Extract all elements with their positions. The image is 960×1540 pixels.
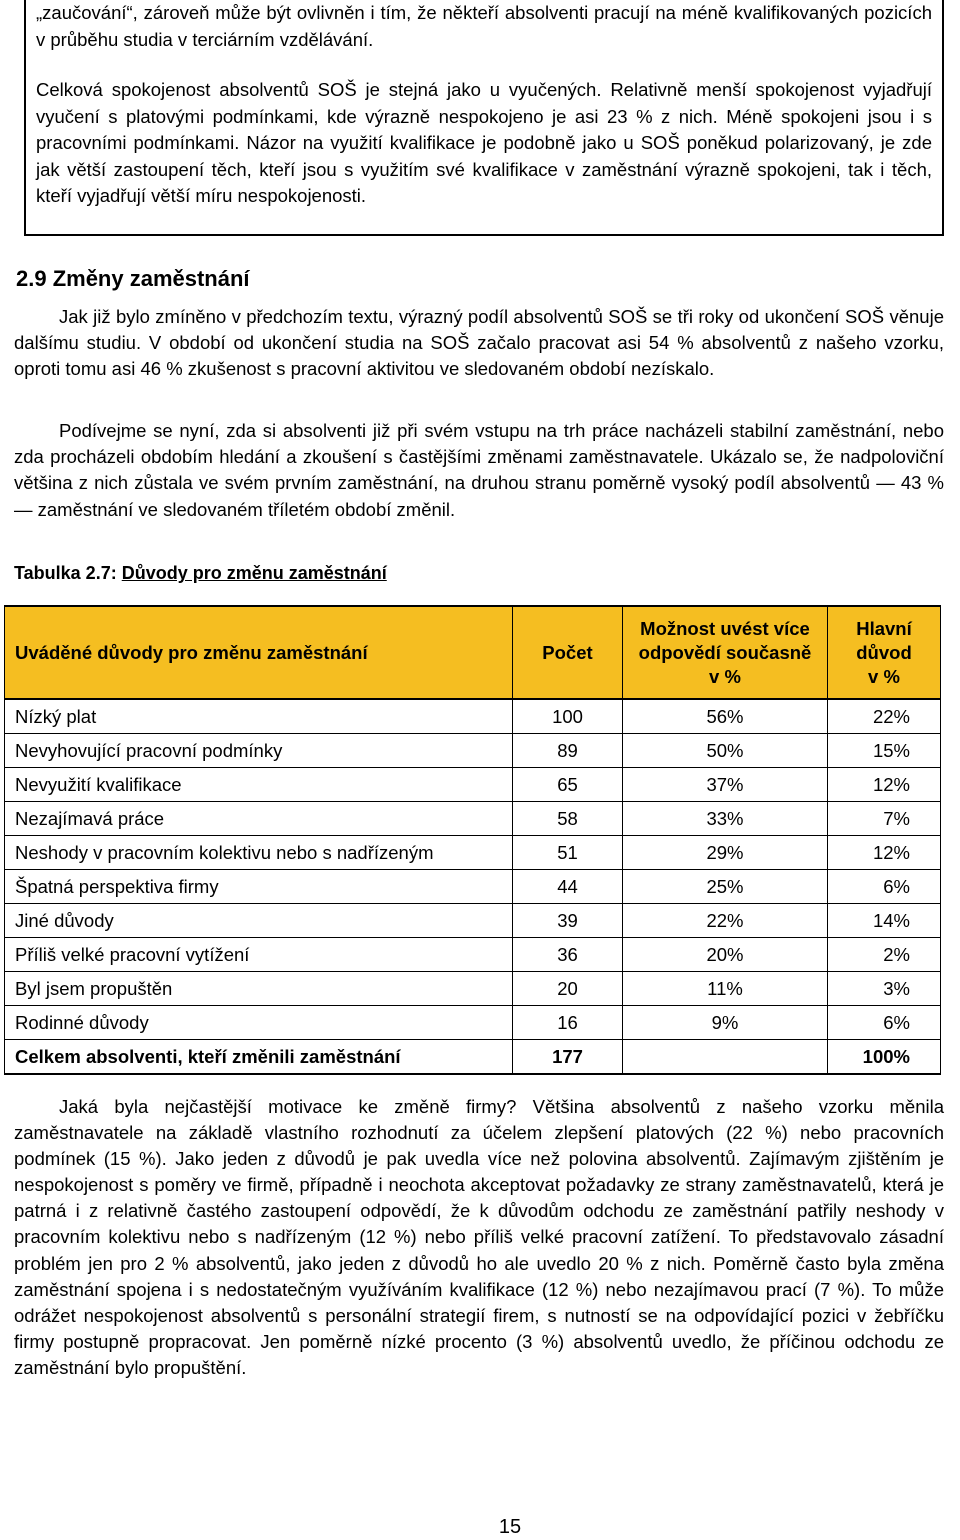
row-reason: Jiné důvody bbox=[5, 904, 513, 938]
row-main-pct: 22% bbox=[828, 699, 941, 734]
header-multiple-line-1: Možnost uvést více bbox=[640, 617, 810, 639]
table-caption bbox=[14, 560, 387, 586]
row-reason: Nevyhovující pracovní podmínky bbox=[5, 734, 513, 768]
row-count: 44 bbox=[513, 870, 623, 904]
table-row bbox=[5, 904, 941, 938]
total-multiple-pct bbox=[623, 1040, 828, 1075]
table-row bbox=[5, 734, 941, 768]
row-count: 51 bbox=[513, 836, 623, 870]
row-main-pct: 7% bbox=[828, 802, 941, 836]
total-main-pct: 100% bbox=[828, 1040, 941, 1075]
row-multiple-pct: 11% bbox=[623, 972, 828, 1006]
header-main-line-1: Hlavní bbox=[856, 617, 912, 639]
section-paragraph-1: Jak již bylo zmíněno v předchozím textu, výrazný podíl absolventů SOŠ se tři roky od ukončení SOŠ věnuje dalšímu studiu. V období od ukončení studia na SOŠ začalo pracovat asi 54 % absolventů z našeho vzorku, oproti tomu asi 46 % zkušenost s pracovní aktivitou ve sledovaném období nezískalo. bbox=[14, 306, 944, 380]
row-count: 89 bbox=[513, 734, 623, 768]
row-multiple-pct: 50% bbox=[623, 734, 828, 768]
header-main-line-3: v % bbox=[868, 665, 900, 687]
row-count: 36 bbox=[513, 938, 623, 972]
table-header-row bbox=[5, 606, 941, 699]
table-row bbox=[5, 802, 941, 836]
row-reason: Nezajímavá práce bbox=[5, 802, 513, 836]
closing-paragraph: Jaká byla nejčastější motivace ke změně firmy? Většina absolventů z našeho vzorku měnila zaměstnavatele na základě vlastního rozhodnutí za účelem zlepšení platových (22 %) nebo pracovních podmínek (15 %). Jako jeden z důvodů je pak uvedla více než polovina absolventů. Zajímavým zjištěním je nespokojenost s poměry ve firmě, případně i neochota akceptovat požadavky ze strany zaměstnavatelů, která je patrná i z relativně častého zastoupení odpovědí, že k důvodům odchodu ze zaměstnání patřily neshody v pracovním kolektivu nebo s nadřízeným (12 %) nebo příliš velké pracovní zatížení. To představovalo zásadní problém jen pro 2 % absolventů, jako jeden z důvodů ho ale uvedlo 20 % z nich. Poměrně často byla změna zaměstnání spojena i s nedostatečným využíváním kvalifikace (12 %) nebo nezajímavou prací (7 %). To může odrážet nespokojenost absolventů s personální strategií firem, s nutností se na odpovídající pozici v žebříčku firmy postupně propracovat. Jen poměrně nízké procento (3 %) absolventů uvedlo, že příčinou odchodu ze zaměstnání bylo propuštění. bbox=[14, 1096, 944, 1378]
header-multiple-line-3: v % bbox=[709, 665, 741, 687]
row-reason: Příliš velké pracovní vytížení bbox=[5, 938, 513, 972]
row-main-pct: 12% bbox=[828, 836, 941, 870]
table-caption-label: Tabulka 2.7: bbox=[14, 563, 117, 583]
row-reason: Nevyužití kvalifikace bbox=[5, 768, 513, 802]
table-row bbox=[5, 699, 941, 734]
header-main-line-2: důvod bbox=[856, 641, 912, 663]
row-reason: Neshody v pracovním kolektivu nebo s nadřízeným bbox=[5, 836, 513, 870]
section-heading: 2.9 Změny zaměstnání bbox=[16, 266, 250, 291]
row-count: 20 bbox=[513, 972, 623, 1006]
row-multiple-pct: 56% bbox=[623, 699, 828, 734]
row-reason: Byl jsem propuštěn bbox=[5, 972, 513, 1006]
total-reason: Celkem absolventi, kteří změnili zaměstnání bbox=[5, 1040, 513, 1075]
row-multiple-pct: 29% bbox=[623, 836, 828, 870]
row-count: 58 bbox=[513, 802, 623, 836]
header-multiple-answers bbox=[623, 606, 828, 699]
boxed-paragraph-2: Celková spokojenost absolventů SOŠ je stejná jako u vyučených. Relativně menší spokojenost vyjadřují vyučení s platovými podmínkami, kde výrazně nespokojeno je asi 23 % z nich. Méně spokojeni jsou i s pracovními podmínkami. Názor na využití kvalifikace je podobně jako u SOŠ poněkud polarizovaný, je zde jak větší zastoupení těch, kteří jsou s využitím své kvalifikace v zaměstnání výrazně spokojeni, tak i těch, kteří vyjadřují větší míru nespokojenosti. bbox=[36, 79, 932, 206]
row-multiple-pct: 20% bbox=[623, 938, 828, 972]
row-count: 16 bbox=[513, 1006, 623, 1040]
header-main-reason bbox=[828, 606, 941, 699]
row-multiple-pct: 25% bbox=[623, 870, 828, 904]
header-reason: Uváděné důvody pro změnu zaměstnání bbox=[5, 606, 513, 699]
table-row bbox=[5, 768, 941, 802]
row-main-pct: 6% bbox=[828, 870, 941, 904]
boxed-paragraph-1: „zaučování“, zároveň může být ovlivněn i tím, že někteří absolventi pracují na méně kvalifikovaných pozicích v průběhu studia v terciárním vzdělávání. bbox=[36, 2, 932, 50]
total-count: 177 bbox=[513, 1040, 623, 1075]
header-multiple-line-2: odpovědí současně bbox=[638, 641, 812, 663]
row-multiple-pct: 22% bbox=[623, 904, 828, 938]
row-multiple-pct: 37% bbox=[623, 768, 828, 802]
table-row bbox=[5, 1006, 941, 1040]
table-row bbox=[5, 972, 941, 1006]
boxed-text-section bbox=[24, 0, 944, 236]
table-caption-text: Důvody pro změnu zaměstnání bbox=[121, 563, 387, 583]
table-row bbox=[5, 836, 941, 870]
row-reason: Nízký plat bbox=[5, 699, 513, 734]
row-main-pct: 2% bbox=[828, 938, 941, 972]
reasons-table bbox=[4, 605, 941, 1075]
row-count: 39 bbox=[513, 904, 623, 938]
row-main-pct: 12% bbox=[828, 768, 941, 802]
table-row bbox=[5, 870, 941, 904]
row-main-pct: 14% bbox=[828, 904, 941, 938]
row-multiple-pct: 9% bbox=[623, 1006, 828, 1040]
table-row bbox=[5, 938, 941, 972]
row-main-pct: 15% bbox=[828, 734, 941, 768]
row-main-pct: 6% bbox=[828, 1006, 941, 1040]
page-number: 15 bbox=[498, 1516, 522, 1538]
row-multiple-pct: 33% bbox=[623, 802, 828, 836]
row-main-pct: 3% bbox=[828, 972, 941, 1006]
section-paragraph-2: Podívejme se nyní, zda si absolventi již při svém vstupu na trh práce nacházeli stabilní zaměstnání, nebo zda procházeli obdobím hledání a zkoušení s častějšími změnami zaměstnavatele. Ukázalo se, že nadpoloviční většina z nich zůstala ve svém prvním zaměstnání, na druhou stranu poměrně vysoký podíl absolventů — 43 % — zaměstnání ve sledovaném tříletém období změnil. bbox=[14, 420, 944, 520]
table-total-row bbox=[5, 1040, 941, 1075]
row-count: 100 bbox=[513, 699, 623, 734]
row-count: 65 bbox=[513, 768, 623, 802]
row-reason: Rodinné důvody bbox=[5, 1006, 513, 1040]
row-reason: Špatná perspektiva firmy bbox=[5, 870, 513, 904]
header-count: Počet bbox=[513, 606, 623, 699]
